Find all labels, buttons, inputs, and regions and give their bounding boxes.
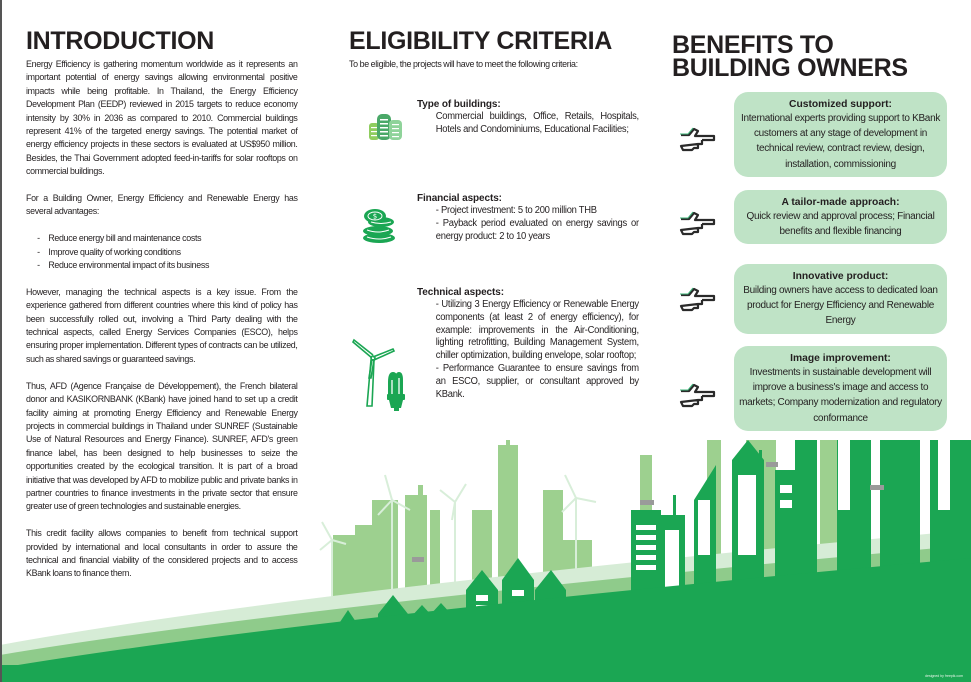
intro-paragraph: However, managing the technical aspects is a key issue. From the experience gathered from different countries where this kind of policy has been successfully rolled out, involving a Third Party dealing with the technical aspects, called Energy Services Companies (ESCO), helps ensuring proper implementation. Different types of contracts can be utilized, such as shared savings or guaranteed savings. — [26, 286, 298, 365]
benefits-title-line2: BUILDING OWNERS — [672, 54, 908, 82]
criterion-type-of-buildings — [417, 98, 639, 137]
benefit-text: International experts providing support to KBank customers at any stage of development in technical review, contract review, design, installation, commissioning — [740, 113, 941, 170]
advantage-item: - Improve quality of working conditions — [37, 246, 297, 259]
benefits-title-line1: BENEFITS TO — [672, 31, 834, 59]
criterion-text: - Utilizing 3 Energy Efficiency or Renewable Energy components (at least 2 of energy efficiency), for example: improvements in the Air-Conditioning, lighting retrofitting, Building Management System, chiller optimization, building envelope, solar rooftop; — [435, 299, 639, 362]
coins-icon — [361, 208, 403, 244]
advantages-list — [26, 232, 298, 272]
benefit-text: Investments in sustainable development will improve a business's image and access to markets; Company modernization and regulatory conformance — [739, 367, 942, 424]
benefit-text: Quick review and approval process; Financial benefits and flexible financing — [746, 211, 935, 238]
page-left-border — [0, 0, 2, 682]
benefit-card-tailor-made-approach — [734, 190, 947, 244]
criterion-text: Commercial buildings, Office, Retails, Hospitals, Hotels and Condominiums, Educational Facilities; — [435, 111, 639, 135]
benefit-card-image-improvement — [734, 346, 947, 431]
criterion-text: - Payback period evaluated on energy savings or energy product: 2 to 10 years — [435, 217, 639, 242]
intro-paragraph: Energy Efficiency is gathering momentum worldwide as it represents an important potential of energy savings allowing environmental positive impacts while being profitable. In Thailand, the Energy Efficiency Development Plan (EEDP) reviewed in 2015 targets to reduce economy intensity by 30% in 2036 as compared to 2010. Commercial buildings represent 41% of the targeted energy savings. The potential market of energy efficiency projects in these sectors is evaluated at US$950 million. Besides, the Thai Government adopted feed-in-tariffs for solar rooftops on commercial buildings. — [26, 59, 298, 178]
benefit-heading: A tailor-made approach: — [781, 197, 900, 208]
benefit-text: Building owners have access to dedicated loan product for Energy Efficiency and Renewable Energy — [743, 285, 938, 327]
benefits-section — [672, 28, 964, 448]
benefit-card-innovative-product — [734, 264, 947, 334]
eligibility-intro: To be eligible, the projects will have to meet the following criteria: — [349, 59, 578, 70]
criterion-text: - Performance Guarantee to ensure savings from an ESCO, supplier, or consultant approved by KBank. — [435, 362, 639, 400]
eligibility-section — [349, 27, 639, 468]
intro-paragraph: For a Building Owner, Energy Efficiency and Renewable Energy has several advantages: — [26, 193, 298, 218]
intro-paragraph: Thus, AFD (Agence Française de Développement), the French bilateral donor and KASIKORNBANK (KBank) have joined hand to set up a credit facility aiming at promoting Energy Efficiency and Renewable Energy projects in commercial buildings in Thailand under SUNREF (Sustainable Use of Natural Resources and Energy Finance). SUNREF, AFD's green finance label, has been designed to help businesses to seize the opportunities created by the ecological transition. It is part of a broad initiative that was developed by AFD to mobilize public and private banks in partner countries to finance investments in the private sector that ensure greater use of green technologies and sustainable energies. — [26, 380, 298, 513]
criterion-heading: Technical aspects: — [417, 287, 504, 298]
criterion-heading: Financial aspects: — [417, 193, 502, 204]
pointing-hand-icon — [678, 210, 718, 238]
benefit-heading: Innovative product: — [792, 271, 889, 282]
criterion-heading: Type of buildings: — [417, 99, 501, 110]
svg-text:$: $ — [372, 212, 378, 221]
benefit-card-customized-support — [734, 92, 947, 177]
benefits-title — [672, 31, 964, 82]
image-credit: designed by freepik.com — [925, 674, 963, 678]
wind-turbine-bulb-icon — [351, 334, 411, 412]
introduction-section — [26, 28, 298, 594]
advantage-item: - Reduce energy bill and maintenance costs — [37, 232, 297, 245]
buildings-icon — [369, 112, 403, 140]
pointing-hand-icon — [678, 126, 718, 154]
introduction-title: INTRODUCTION — [26, 27, 215, 55]
pointing-hand-icon — [678, 286, 718, 314]
eligibility-title: ELIGIBILITY CRITERIA — [349, 27, 612, 55]
criterion-text: - Project investment: 5 to 200 million THB — [435, 205, 597, 216]
pointing-hand-icon — [678, 382, 718, 410]
benefit-heading: Customized support: — [789, 99, 892, 110]
criterion-financial-aspects — [417, 192, 639, 243]
benefit-heading: Image improvement: — [790, 353, 891, 364]
intro-paragraph: This credit facility allows companies to benefit from technical support provided by international and local consultants in order to assure the technical and financial viability of the considered projects and to access KBank loans to finance them. — [26, 528, 298, 580]
advantage-item: - Reduce environmental impact of its business — [37, 259, 297, 272]
criterion-technical-aspects — [417, 286, 639, 401]
